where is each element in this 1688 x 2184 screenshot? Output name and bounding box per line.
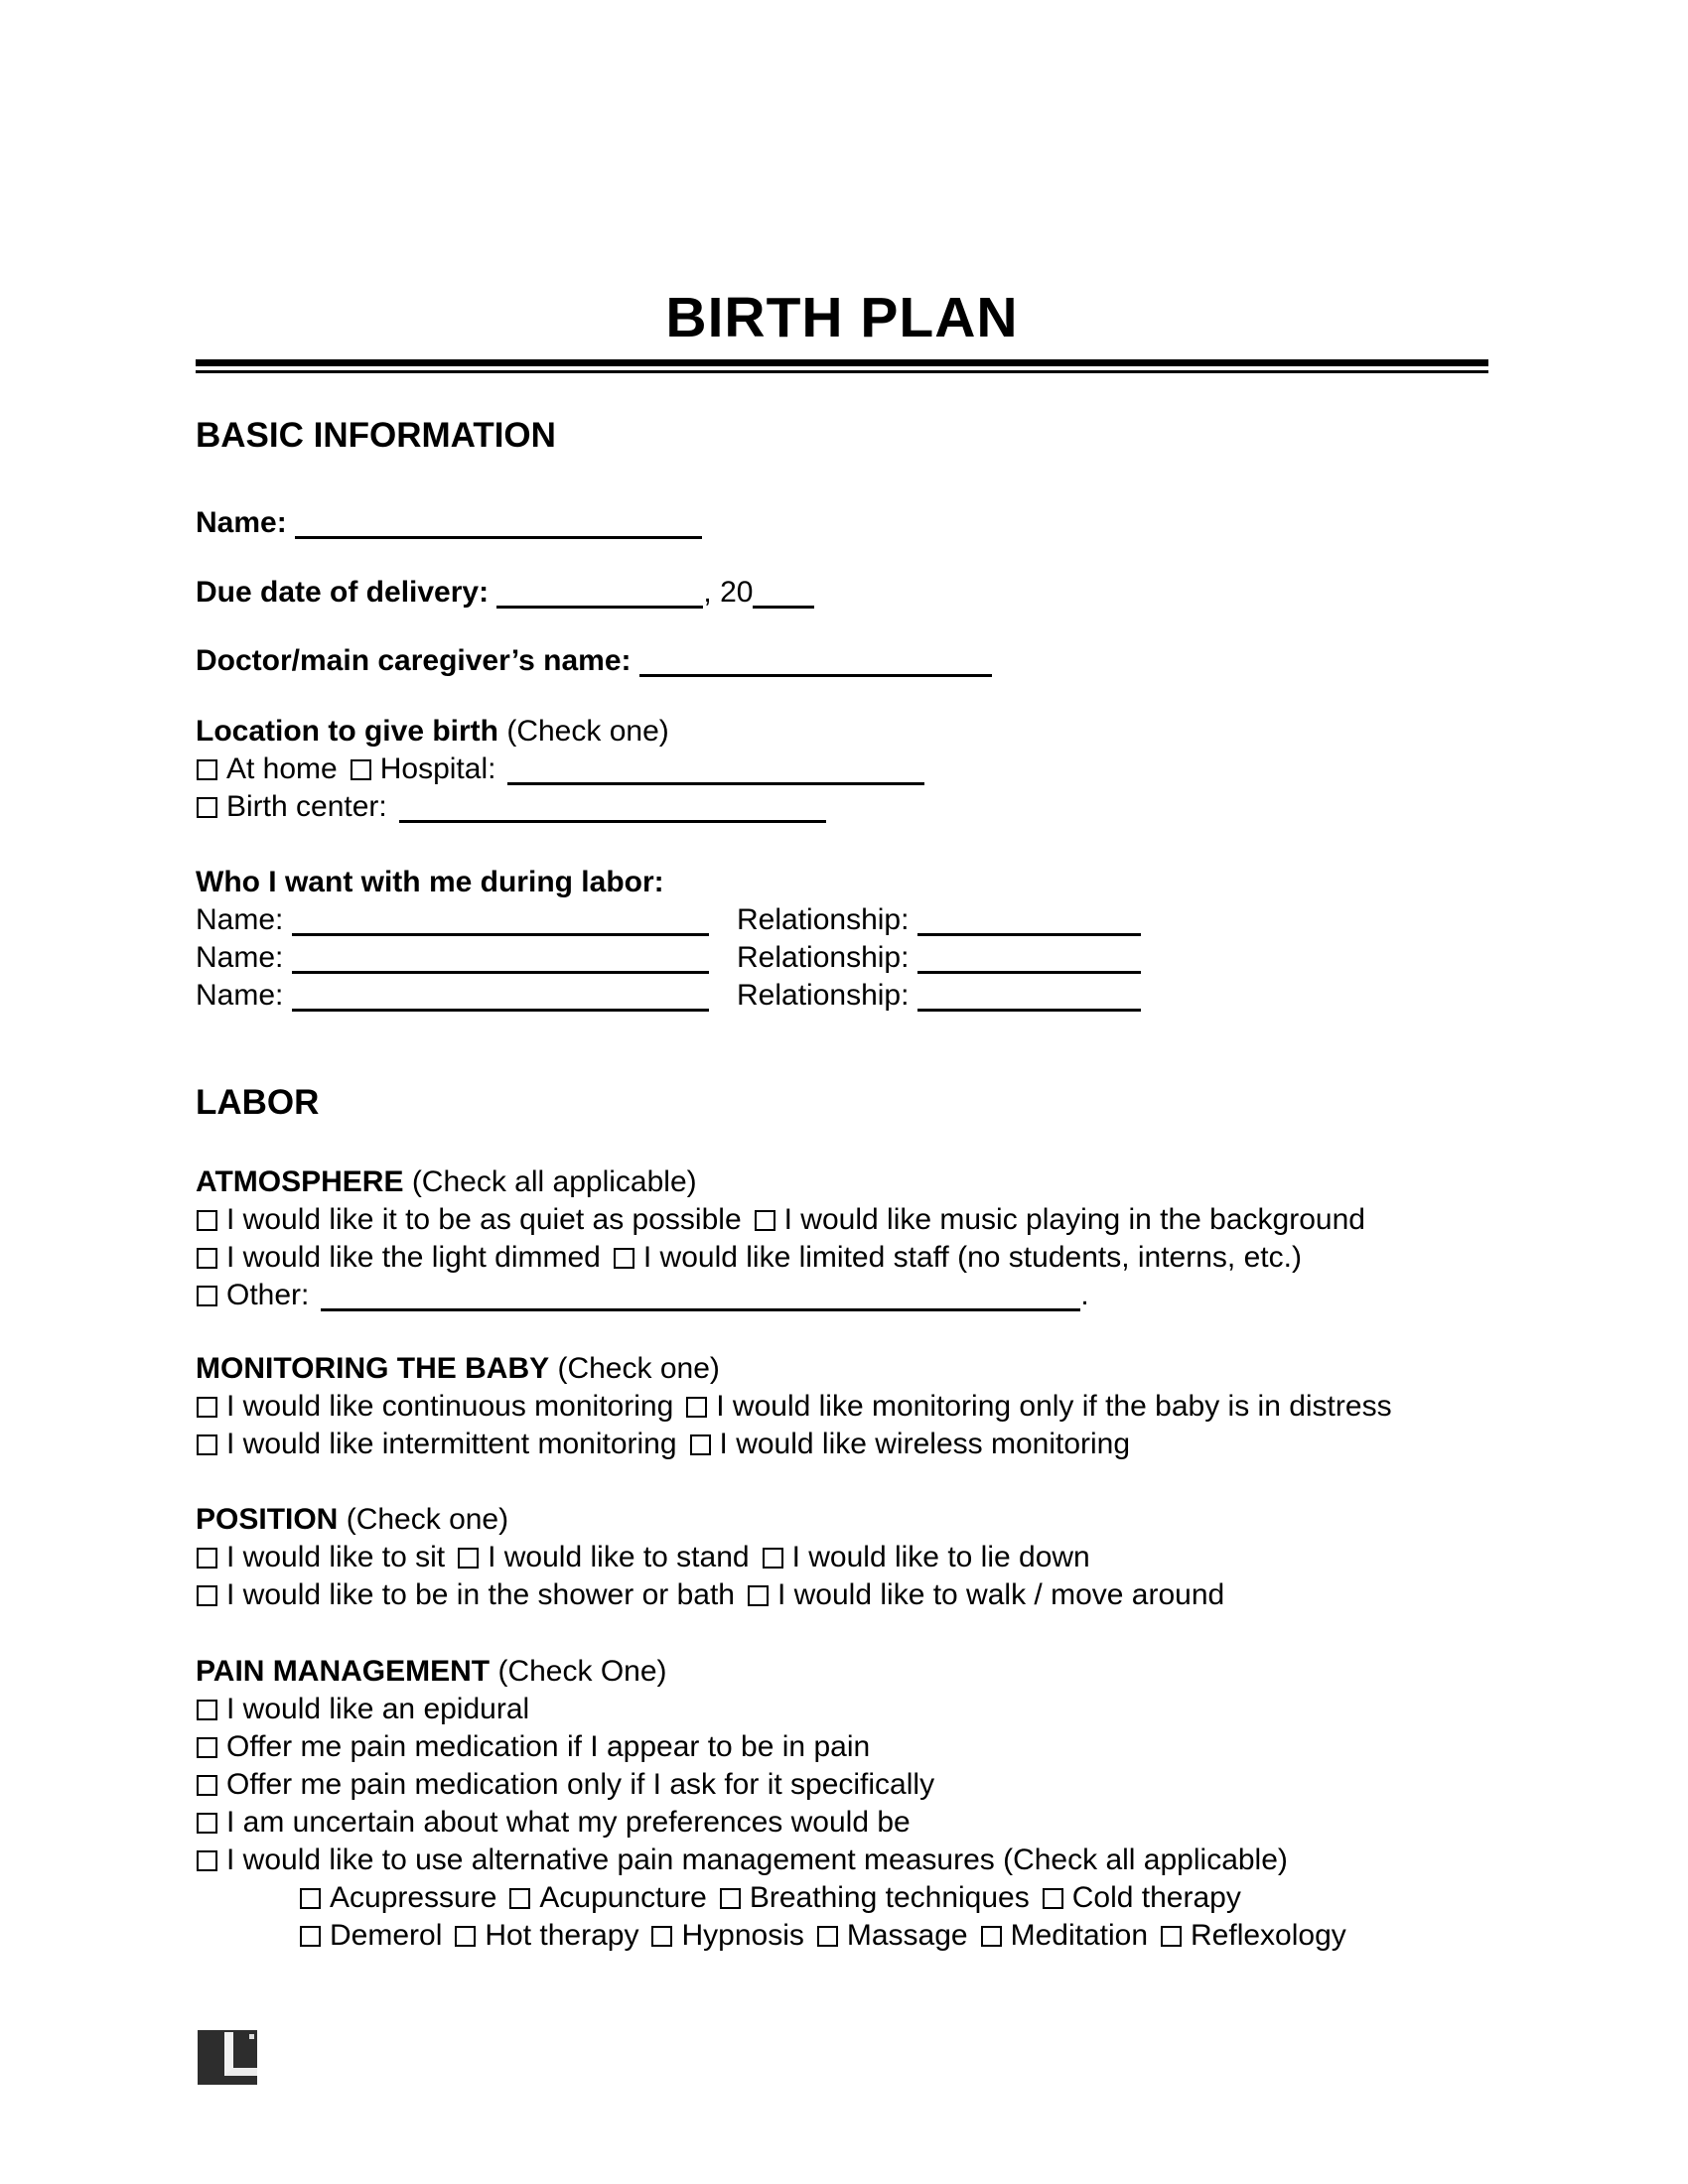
atmosphere-label: ATMOSPHERE (196, 1165, 404, 1198)
doctor-label: Doctor/main caregiver’s name: (196, 644, 632, 677)
position-block (196, 1501, 1488, 1614)
document-content (196, 0, 1488, 1955)
checkbox-music[interactable] (755, 1210, 775, 1231)
wireless-monitoring-label: I would like wireless monitoring (719, 1428, 1131, 1460)
companion-row (196, 939, 1488, 977)
other-label: Other: (226, 1279, 310, 1311)
location-line-2 (196, 788, 1488, 826)
companion-relationship-line-2[interactable] (917, 944, 1141, 974)
pain-heading (196, 1653, 1488, 1691)
checkbox-at-home[interactable] (197, 759, 217, 780)
other-period: . (1080, 1279, 1089, 1311)
companion-name-line-2[interactable] (292, 944, 709, 974)
checkbox-offer-pain-med-on-request[interactable] (197, 1775, 217, 1796)
atmosphere-line-1 (196, 1201, 1488, 1239)
atmosphere-other-line (196, 1277, 1488, 1314)
quiet-label: I would like it to be as quiet as possible (226, 1203, 742, 1236)
checkbox-light-dimmed[interactable] (197, 1248, 217, 1269)
shower-bath-label: I would like to be in the shower or bath (226, 1578, 735, 1611)
birth-center-name-line[interactable] (399, 793, 826, 823)
pain-item-3 (196, 1766, 1488, 1804)
music-label: I would like music playing in the background (783, 1203, 1365, 1236)
uncertain-label: I am uncertain about what my preferences would be (226, 1806, 911, 1839)
name-label: Name: (196, 506, 287, 539)
checkbox-cold-therapy[interactable] (1043, 1888, 1063, 1909)
hypnosis-label: Hypnosis (681, 1919, 804, 1952)
monitoring-line-2 (196, 1426, 1488, 1463)
location-label: Location to give birth (196, 715, 498, 748)
due-date-field (196, 574, 1488, 612)
monitoring-heading (196, 1350, 1488, 1388)
pain-item-4 (196, 1804, 1488, 1842)
companion-name-line-1[interactable] (292, 906, 709, 936)
lie-down-label: I would like to lie down (791, 1541, 1090, 1573)
labor-heading: LABOR (196, 1083, 320, 1122)
position-heading (196, 1501, 1488, 1539)
companion-relationship-line-3[interactable] (917, 982, 1141, 1012)
checkbox-acupuncture[interactable] (509, 1888, 530, 1909)
acupressure-label: Acupressure (330, 1881, 497, 1914)
monitoring-hint: (Check one) (557, 1352, 720, 1385)
monitoring-line-1 (196, 1388, 1488, 1426)
page-title: BIRTH PLAN (665, 286, 1019, 349)
location-heading (196, 713, 1488, 751)
epidural-label: I would like an epidural (226, 1693, 530, 1725)
checkbox-hypnosis[interactable] (651, 1926, 672, 1947)
light-dimmed-label: I would like the light dimmed (226, 1241, 601, 1274)
location-block (196, 713, 1488, 826)
companion-name-label: Name: (196, 941, 284, 974)
checkbox-demerol[interactable] (300, 1926, 321, 1947)
checkbox-other[interactable] (197, 1286, 217, 1306)
alternative-line-1 (196, 1879, 1488, 1917)
checkbox-stand[interactable] (458, 1548, 479, 1569)
at-home-label: At home (226, 752, 338, 785)
checkbox-offer-pain-med[interactable] (197, 1737, 217, 1758)
due-date-label: Due date of delivery: (196, 576, 490, 609)
title-rule-thin (196, 370, 1488, 373)
due-date-line[interactable] (496, 579, 703, 609)
checkbox-breathing-techniques[interactable] (720, 1888, 741, 1909)
companion-relationship-label: Relationship: (737, 941, 910, 974)
checkbox-intermittent-monitoring[interactable] (197, 1434, 217, 1455)
checkbox-reflexology[interactable] (1161, 1926, 1182, 1947)
companion-name-label: Name: (196, 979, 284, 1012)
companion-relationship-line-1[interactable] (917, 906, 1141, 936)
offer-pain-med-on-request-label: Offer me pain medication only if I ask for it specifically (226, 1768, 935, 1801)
position-hint: (Check one) (346, 1503, 509, 1536)
pain-item-2 (196, 1728, 1488, 1766)
alternative-line-2 (196, 1917, 1488, 1955)
doctor-field-line[interactable] (639, 647, 992, 677)
pain-management-block (196, 1653, 1488, 1955)
offer-pain-med-label: Offer me pain medication if I appear to be in pain (226, 1730, 871, 1763)
checkbox-shower-bath[interactable] (197, 1585, 217, 1606)
hot-therapy-label: Hot therapy (485, 1919, 639, 1952)
hospital-label: Hospital: (379, 752, 496, 785)
basic-information-heading: BASIC INFORMATION (196, 416, 556, 455)
name-field (196, 504, 1488, 542)
checkbox-epidural[interactable] (197, 1700, 217, 1720)
atmosphere-block (196, 1163, 1488, 1314)
name-field-line[interactable] (295, 509, 702, 539)
other-line[interactable] (321, 1282, 1080, 1311)
companion-row (196, 901, 1488, 939)
breathing-techniques-label: Breathing techniques (749, 1881, 1030, 1914)
checkbox-wireless-monitoring[interactable] (690, 1434, 711, 1455)
demerol-label: Demerol (330, 1919, 443, 1952)
legal-templates-logo (198, 2030, 257, 2085)
intermittent-monitoring-label: I would like intermittent monitoring (226, 1428, 677, 1460)
checkbox-limited-staff[interactable] (614, 1248, 634, 1269)
checkbox-continuous-monitoring[interactable] (197, 1397, 217, 1418)
continuous-monitoring-label: I would like continuous monitoring (226, 1390, 674, 1423)
pain-label: PAIN MANAGEMENT (196, 1655, 491, 1688)
checkbox-quiet[interactable] (197, 1210, 217, 1231)
position-line-2 (196, 1576, 1488, 1614)
location-hint: (Check one) (506, 715, 669, 748)
cold-therapy-label: Cold therapy (1071, 1881, 1241, 1914)
checkbox-lie-down[interactable] (763, 1548, 783, 1569)
alternative-measures-label: I would like to use alternative pain management measures (Check all applicable) (226, 1843, 1288, 1876)
doctor-field (196, 642, 1488, 680)
checkbox-birth-center[interactable] (197, 797, 217, 818)
checkbox-uncertain[interactable] (197, 1813, 217, 1834)
checkbox-sit[interactable] (197, 1548, 217, 1569)
atmosphere-line-2 (196, 1239, 1488, 1277)
due-date-year-line[interactable] (753, 579, 814, 609)
acupuncture-label: Acupuncture (539, 1881, 707, 1914)
massage-label: Massage (846, 1919, 968, 1952)
pain-hint: (Check One) (497, 1655, 667, 1688)
birth-center-label: Birth center: (226, 790, 387, 823)
monitoring-block (196, 1350, 1488, 1463)
companion-row (196, 977, 1488, 1015)
pain-item-1 (196, 1691, 1488, 1728)
companion-name-label: Name: (196, 903, 284, 936)
companion-relationship-label: Relationship: (737, 903, 910, 936)
companions-block (196, 864, 1488, 1015)
limited-staff-label: I would like limited staff (no students, interns, etc.) (642, 1241, 1302, 1274)
checkbox-hot-therapy[interactable] (455, 1926, 476, 1947)
companion-name-line-3[interactable] (292, 982, 709, 1012)
hospital-name-line[interactable] (507, 755, 924, 785)
sit-label: I would like to sit (226, 1541, 446, 1573)
logo-dot (249, 2034, 254, 2039)
atmosphere-heading (196, 1163, 1488, 1201)
checkbox-walk-move[interactable] (748, 1585, 769, 1606)
monitoring-label: MONITORING THE BABY (196, 1352, 550, 1385)
stand-label: I would like to stand (488, 1541, 750, 1573)
meditation-label: Meditation (1010, 1919, 1149, 1952)
checkbox-meditation[interactable] (981, 1926, 1002, 1947)
walk-move-label: I would like to walk / move around (776, 1578, 1225, 1611)
location-line-1 (196, 751, 1488, 788)
distress-monitoring-label: I would like monitoring only if the baby is in distress (716, 1390, 1392, 1423)
atmosphere-hint: (Check all applicable) (411, 1165, 697, 1198)
title-rule-thick (196, 359, 1488, 366)
checkbox-massage[interactable] (817, 1926, 838, 1947)
position-line-1 (196, 1539, 1488, 1576)
due-date-year-prefix: , 20 (703, 576, 754, 609)
reflexology-label: Reflexology (1191, 1919, 1346, 1952)
checkbox-distress-monitoring[interactable] (686, 1397, 707, 1418)
companions-label: Who I want with me during labor: (196, 866, 664, 898)
pain-item-5 (196, 1842, 1488, 1879)
checkbox-hospital[interactable] (351, 759, 371, 780)
position-label: POSITION (196, 1503, 339, 1536)
checkbox-acupressure[interactable] (300, 1888, 321, 1909)
companion-relationship-label: Relationship: (737, 979, 910, 1012)
checkbox-alternative-measures[interactable] (197, 1850, 217, 1871)
